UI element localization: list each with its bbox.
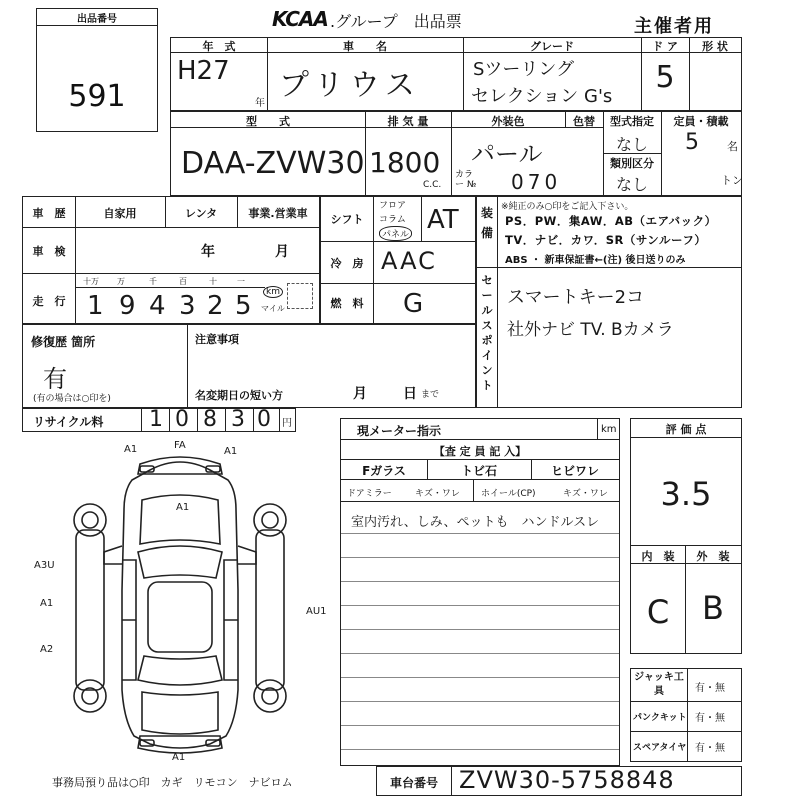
mileage-unit-5: 一: [237, 277, 245, 286]
shape-label: 形 状: [702, 40, 728, 53]
sales-point-label: セールスポイント: [481, 274, 493, 392]
recycle-digit-0: 1: [149, 407, 163, 432]
history-business: 事業.営業車: [248, 207, 308, 220]
color-value: パール: [471, 140, 543, 168]
year-label: 年 式: [202, 40, 236, 53]
tool-puncture-label: パンクキット: [633, 713, 687, 723]
equipment-label: 装備: [480, 206, 493, 240]
meter-unit: km: [601, 424, 617, 435]
logo: KCAA: [272, 7, 328, 31]
history-label: 車 歴: [32, 207, 66, 220]
color-no-value: 070: [511, 170, 562, 194]
color-change-label: 色替: [573, 115, 595, 128]
car-name: プリウス: [279, 68, 421, 103]
mirror-label: ドアミラー: [347, 489, 392, 499]
repair-value: 有: [43, 365, 67, 393]
spec-row: [170, 111, 742, 196]
recycle-digit-3: 3: [231, 407, 245, 432]
recycle-label: リサイクル料: [33, 415, 104, 429]
damage-mark-left-3: A2: [40, 644, 54, 655]
tools-panel: [630, 668, 742, 762]
exterior-label: 外 装: [696, 550, 730, 563]
vehicle-row: [170, 37, 742, 111]
doors-label: ド ア: [652, 40, 678, 53]
tool-spare-label: スペアタイヤ: [633, 743, 687, 753]
grade-line2: セレクション G's: [471, 86, 613, 107]
damage-mark-hood: A1: [176, 502, 190, 513]
inspector-panel: [340, 418, 620, 766]
year-value: H27: [177, 56, 230, 86]
mileage-digit-0: 1: [87, 291, 104, 321]
model-designation-value: なし: [615, 135, 648, 154]
chassis-label: 車台番号: [389, 776, 438, 790]
mileage-digit-2: 4: [149, 291, 166, 321]
displacement-value: 1800: [369, 146, 441, 179]
transfer-label: 名変期日の短い方: [195, 389, 283, 402]
shift-option-floor: フロア: [379, 201, 407, 211]
footer-note: 事務局預り品は○印 カギ リモコン ナビロム: [52, 776, 293, 789]
aircon-label: 冷 房: [330, 257, 364, 270]
history-rental: レンタ: [184, 207, 218, 220]
wheel-options: キズ・ワレ: [563, 489, 608, 499]
score-value: 3.5: [660, 475, 712, 513]
mileage-unit-4: 十: [209, 277, 217, 286]
inspector-title: 【査 定 員 記 入】: [433, 445, 527, 458]
form-title: .グループ 出品票: [330, 12, 462, 31]
grade-line1: Sツーリング: [473, 59, 575, 80]
chassis-value: ZVW30-5758848: [459, 766, 675, 794]
recycle-unit: 円: [282, 418, 292, 429]
lot-number-box: [36, 8, 158, 132]
organizer-copy: 主催者用: [634, 16, 714, 37]
capacity-value: 5: [685, 130, 699, 155]
mileage-digit-4: 2: [207, 291, 224, 321]
recycle-digit-4: 0: [257, 407, 271, 432]
glass-label: Fガラス: [362, 464, 406, 478]
equipment-line1: PS．PW．集AW．AB（エアバック）: [505, 214, 717, 228]
drivetrain-block: [320, 196, 476, 324]
load-unit: トン: [721, 174, 743, 187]
doors-value: 5: [655, 60, 675, 95]
capacity-label: 定員・積載: [673, 115, 729, 128]
score-panel: [630, 418, 742, 654]
equipment-block: [476, 196, 742, 408]
repair-label: 修復歴 箇所: [31, 335, 96, 349]
displacement-label: 排 気 量: [387, 115, 429, 128]
sales-point-line2: 社外ナビ TV. Bカメラ: [507, 320, 674, 340]
inspection-label: 車 検: [32, 245, 66, 258]
mileage-unit-0: 十万: [83, 277, 99, 286]
mileage-km: km: [263, 286, 283, 298]
mileage-mile: マイル: [261, 304, 285, 313]
shift-option-panel: パネル: [379, 226, 412, 241]
inspection-month: 月: [275, 244, 289, 260]
shift-value: AT: [427, 205, 459, 235]
mirror-options: キズ・ワレ: [415, 489, 460, 499]
sales-point-line1: スマートキー2コ: [507, 287, 645, 308]
notes-label: 注意事項: [195, 333, 239, 346]
interior-label: 内 装: [641, 550, 675, 563]
lot-number: 591: [68, 79, 126, 114]
mileage-blank-box: [287, 283, 313, 309]
equipment-note: ※純正のみ○印をご記入下さい。: [501, 202, 634, 212]
model-value: DAA-ZVW30: [181, 146, 365, 181]
category-value: なし: [615, 175, 648, 194]
interior-value: C: [646, 593, 670, 631]
history-block: [22, 196, 320, 324]
history-private: 自家用: [103, 207, 137, 220]
mileage-digit-3: 3: [179, 291, 196, 321]
mileage-unit-2: 千: [149, 277, 157, 286]
transfer-until: まで: [421, 390, 440, 400]
equipment-line2: TV．ナビ．カワ．SR（サンルーフ）: [505, 233, 707, 247]
category-label: 類別区分: [610, 157, 654, 170]
shift-label: シフト: [330, 213, 364, 226]
recycle-block: [22, 408, 296, 432]
damage-mark-right: AU1: [306, 606, 327, 617]
mileage-digit-1: 9: [119, 291, 136, 321]
car-name-label: 車 名: [343, 40, 387, 53]
model-designation-label: 型式指定: [610, 115, 654, 128]
damage-mark-front-right: A1: [224, 446, 238, 457]
tool-jack-options: 有・無: [695, 683, 725, 694]
damage-mark-left-2: A1: [40, 598, 54, 609]
damage-mark-rear: A1: [172, 752, 186, 763]
lot-number-label: 出品番号: [77, 14, 117, 25]
color-no-prefix: カラー №: [455, 170, 477, 190]
inspector-remark: 室内汚れ、しみ、ペットも ハンドルスレ: [351, 515, 600, 530]
grade-label: グレード: [530, 40, 574, 53]
exterior-value: B: [702, 589, 724, 627]
equipment-line3: ABS ・ 新車保証書←(注) 後日送りのみ: [505, 255, 686, 266]
wheel-label: ホイール(CP): [481, 489, 536, 499]
mileage-digit-5: 5: [235, 291, 252, 321]
repair-block: [22, 324, 476, 408]
glass-chip: トビ石: [460, 464, 497, 478]
mileage-unit-1: 万: [117, 277, 125, 286]
exterior-color-label: 外装色: [491, 115, 525, 128]
chassis-box: [376, 766, 742, 796]
model-label: 型 式: [246, 115, 290, 128]
cc-unit: C.C.: [423, 180, 442, 190]
tool-jack-label: ジャッキ工具: [634, 672, 684, 697]
fuel-value: G: [403, 289, 424, 319]
glass-crack: ヒビワレ: [550, 464, 599, 478]
tool-spare-options: 有・無: [695, 743, 725, 754]
year-suffix: 年: [255, 98, 265, 109]
aircon-value: AAC: [381, 247, 437, 275]
inspection-year: 年: [201, 244, 215, 260]
recycle-digit-2: 8: [203, 407, 217, 432]
damage-mark-front: FA: [174, 440, 186, 451]
damage-mark-left-1: A3U: [34, 560, 55, 571]
damage-mark-front-left: A1: [124, 444, 138, 455]
car-damage-diagram: [40, 440, 320, 760]
repair-note: (有の場合は○印を): [33, 394, 111, 404]
mileage-label: 走 行: [32, 295, 66, 308]
shift-option-column: コラム: [379, 215, 406, 225]
score-label: 評 価 点: [665, 423, 707, 436]
mileage-unit-3: 百: [179, 277, 187, 286]
transfer-month: 月: [353, 386, 367, 402]
recycle-digit-1: 0: [175, 407, 189, 432]
meter-label: 現メーター指示: [357, 424, 442, 438]
fuel-label: 燃 料: [330, 297, 364, 310]
transfer-day: 日: [403, 386, 417, 402]
tool-puncture-options: 有・無: [695, 713, 725, 724]
capacity-unit: 名: [727, 140, 738, 153]
